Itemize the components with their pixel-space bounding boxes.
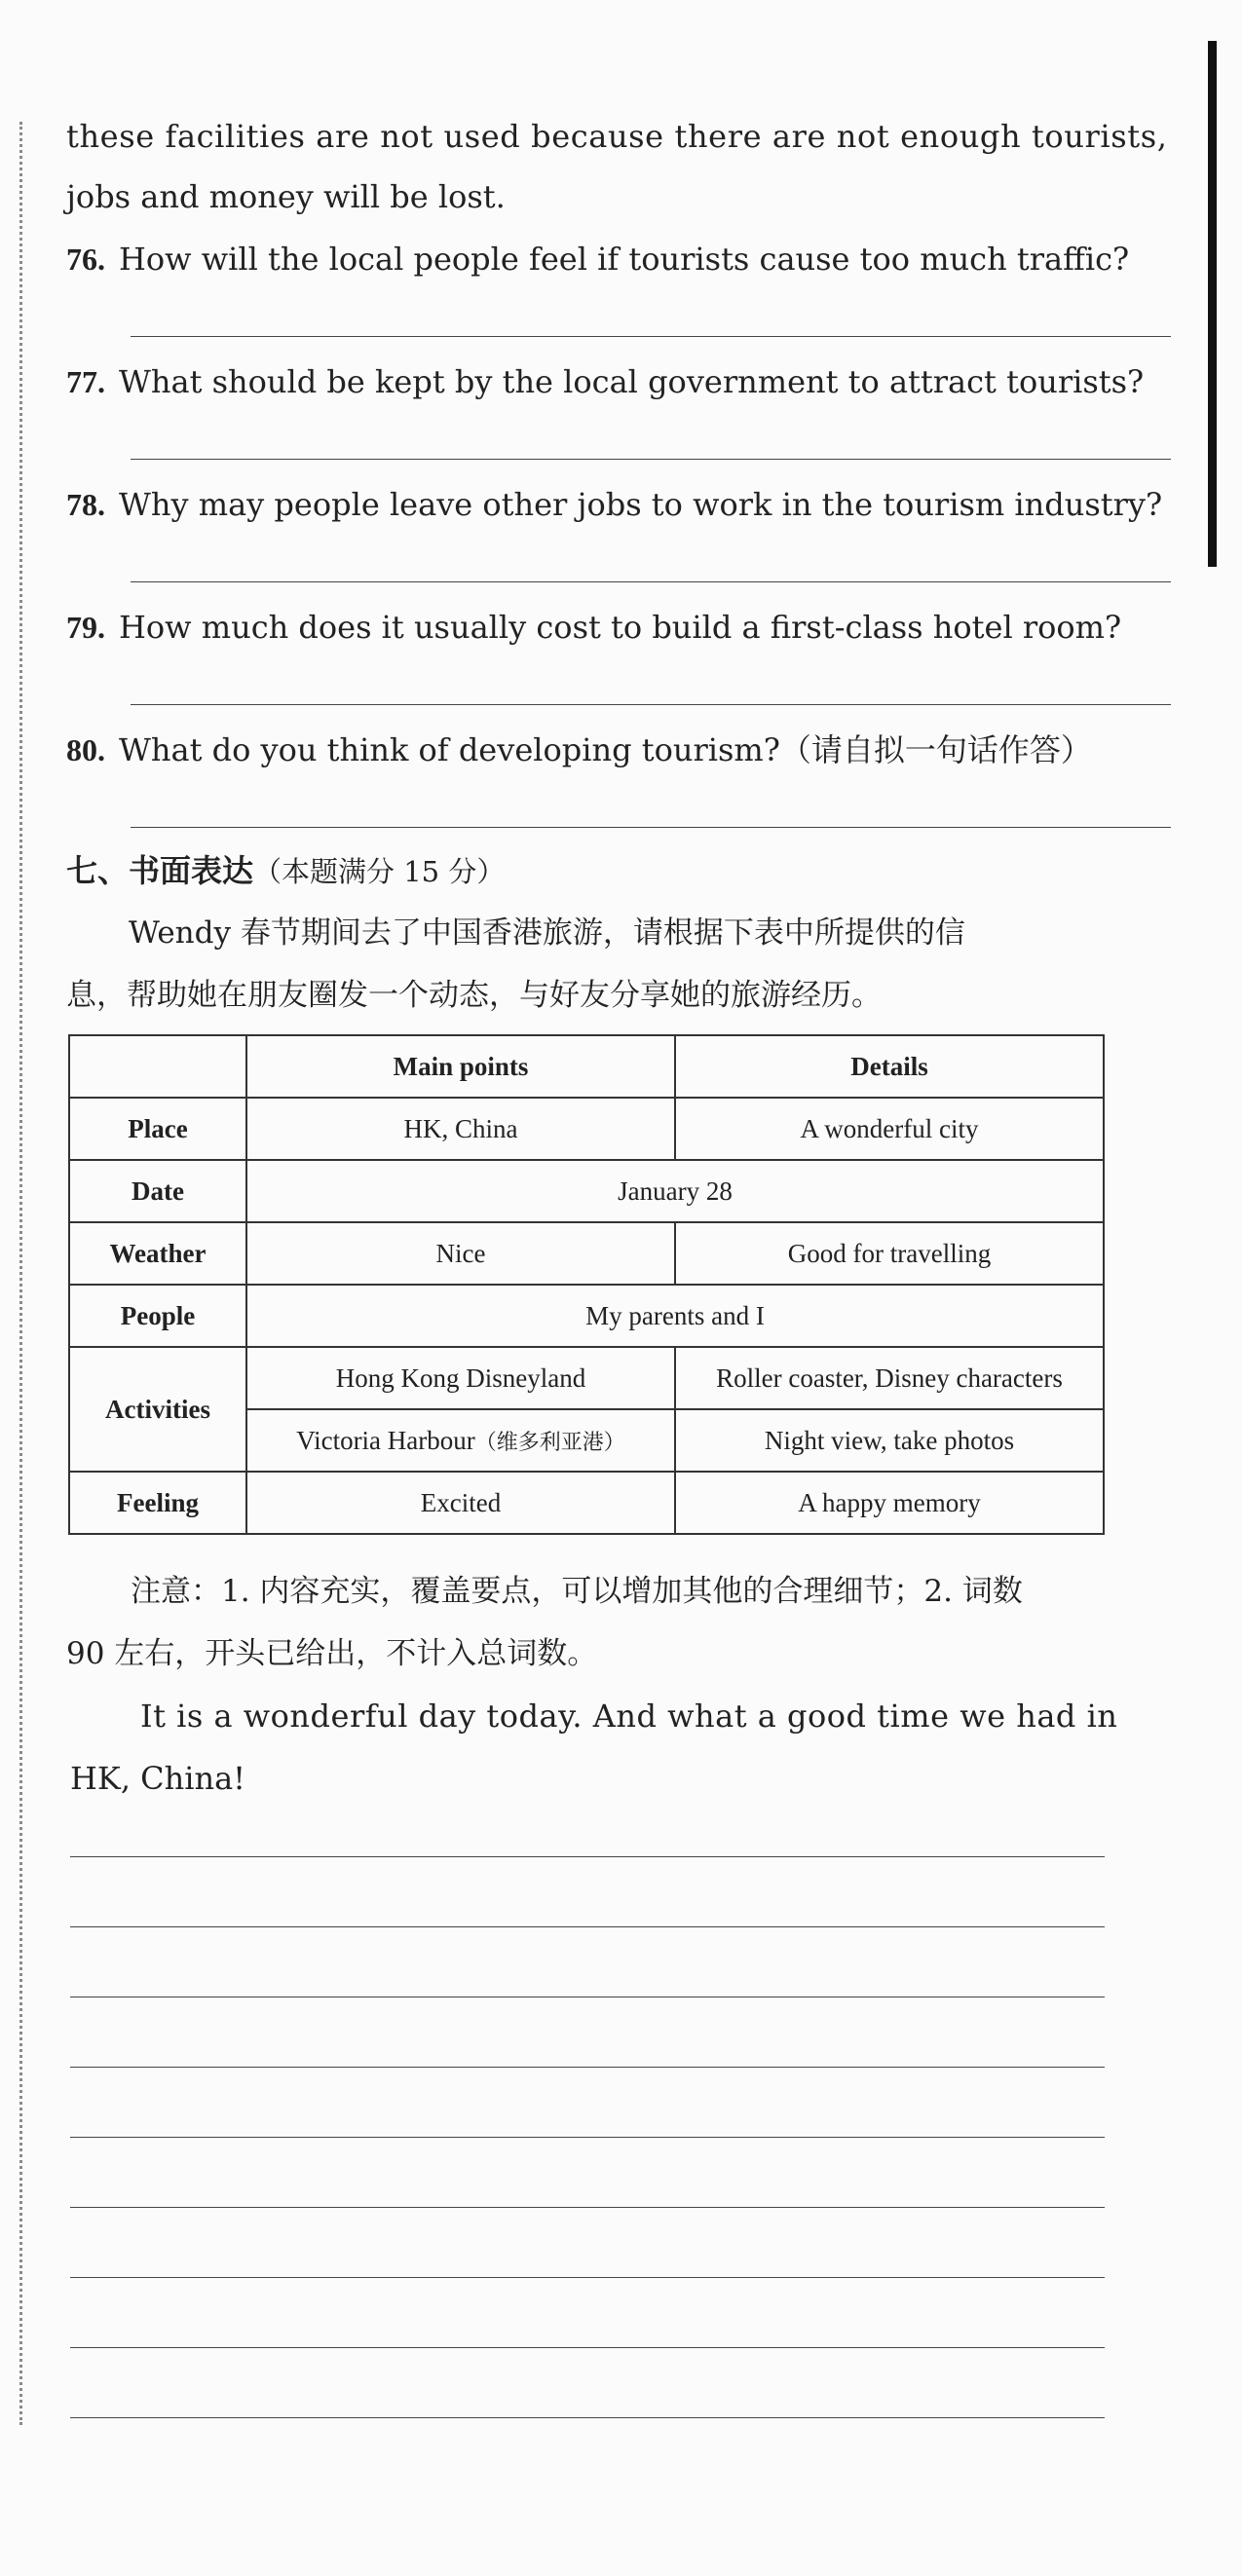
cell-detail: A wonderful city <box>675 1098 1104 1160</box>
table-row-people <box>69 1285 1104 1347</box>
cell-detail: Roller coaster, Disney characters <box>675 1347 1104 1409</box>
cell-detail: Night view, take photos <box>675 1409 1104 1472</box>
question-77 <box>66 362 1144 401</box>
writing-line[interactable] <box>70 2417 1105 2418</box>
question-number: 78. <box>66 487 105 522</box>
cell-main-point: Hong Kong Disneyland <box>246 1347 675 1409</box>
section-7-title <box>66 851 505 891</box>
passage-line-1: these facilities are not used because there are not enough tourists, <box>66 118 1168 155</box>
question-text: Why may people leave other jobs to work in the tourism industry? <box>119 486 1163 523</box>
table-row-weather <box>69 1222 1104 1285</box>
cell-text-cn: （维多利亚港） <box>474 1430 625 1455</box>
notes-line-1: 注意：1. 内容充实，覆盖要点，可以增加其他的合理细节；2. 词数 <box>131 1574 1023 1609</box>
notes-line-2: 90 左右，开头已给出，不计入总词数。 <box>66 1636 598 1671</box>
table-header-row <box>69 1035 1104 1098</box>
section-heading: 七、书面表达 <box>66 852 254 889</box>
row-label: People <box>69 1285 246 1347</box>
cell-detail: Good for travelling <box>675 1222 1104 1285</box>
cell-value: My parents and I <box>246 1285 1104 1347</box>
table-header-blank <box>69 1035 246 1098</box>
row-label: Feeling <box>69 1472 246 1534</box>
table-row-feeling <box>69 1472 1104 1534</box>
cell-value: January 28 <box>246 1160 1104 1222</box>
writing-line[interactable] <box>70 2347 1105 2348</box>
section-score: （本题满分 15 分） <box>253 855 506 888</box>
table-header-main-points: Main points <box>246 1035 675 1098</box>
cell-detail: A happy memory <box>675 1472 1104 1534</box>
table-row-activities-1 <box>69 1347 1104 1409</box>
table-row-place <box>69 1098 1104 1160</box>
question-number: 80. <box>66 732 105 767</box>
writing-line[interactable] <box>70 2277 1105 2278</box>
question-number: 76. <box>66 242 105 277</box>
cell-main-point <box>246 1409 675 1472</box>
writing-line[interactable] <box>70 1926 1105 1927</box>
answer-line-79[interactable] <box>131 704 1171 705</box>
section-intro-line-2: 息，帮助她在朋友圈发一个动态，与好友分享她的旅游经历。 <box>66 978 882 1013</box>
question-number: 77. <box>66 364 105 399</box>
table-row-date <box>69 1160 1104 1222</box>
writing-line[interactable] <box>70 2067 1105 2068</box>
question-number: 79. <box>66 610 105 645</box>
cell-main-point: Excited <box>246 1472 675 1534</box>
answer-line-77[interactable] <box>131 459 1171 460</box>
row-label: Date <box>69 1160 246 1222</box>
question-76 <box>66 240 1129 279</box>
opening-line-1: It is a wonderful day today. And what a good time we had in <box>140 1698 1118 1735</box>
question-text: What do you think of developing tourism?（请自拟一句话作答） <box>119 731 1092 768</box>
question-80 <box>66 730 1092 769</box>
table-header-details: Details <box>675 1035 1104 1098</box>
binding-margin-dotted-line <box>19 122 22 2425</box>
answer-line-78[interactable] <box>131 581 1171 582</box>
writing-line[interactable] <box>70 2207 1105 2208</box>
writing-line[interactable] <box>70 2137 1105 2138</box>
opening-line-2: HK, China! <box>70 1760 246 1797</box>
section-intro-line-1: Wendy 春节期间去了中国香港旅游，请根据下表中所提供的信 <box>129 915 965 951</box>
passage-line-2: jobs and money will be lost. <box>66 178 506 215</box>
row-label: Activities <box>69 1347 246 1472</box>
answer-line-76[interactable] <box>131 336 1171 337</box>
row-label: Weather <box>69 1222 246 1285</box>
question-text: What should be kept by the local government to attract tourists? <box>119 363 1145 400</box>
travel-info-table <box>68 1034 1105 1535</box>
question-79 <box>66 608 1121 647</box>
writing-line[interactable] <box>70 1856 1105 1857</box>
question-text: How much does it usually cost to build a first-class hotel room? <box>119 609 1122 646</box>
row-label: Place <box>69 1098 246 1160</box>
cell-main-point: HK, China <box>246 1098 675 1160</box>
answer-line-80[interactable] <box>131 827 1171 828</box>
cell-main-point: Nice <box>246 1222 675 1285</box>
page-edge-bar <box>1208 41 1217 567</box>
question-78 <box>66 485 1162 524</box>
question-text: How will the local people feel if tourists cause too much traffic? <box>119 241 1130 278</box>
cell-text-en: Victoria Harbour <box>296 1425 475 1455</box>
